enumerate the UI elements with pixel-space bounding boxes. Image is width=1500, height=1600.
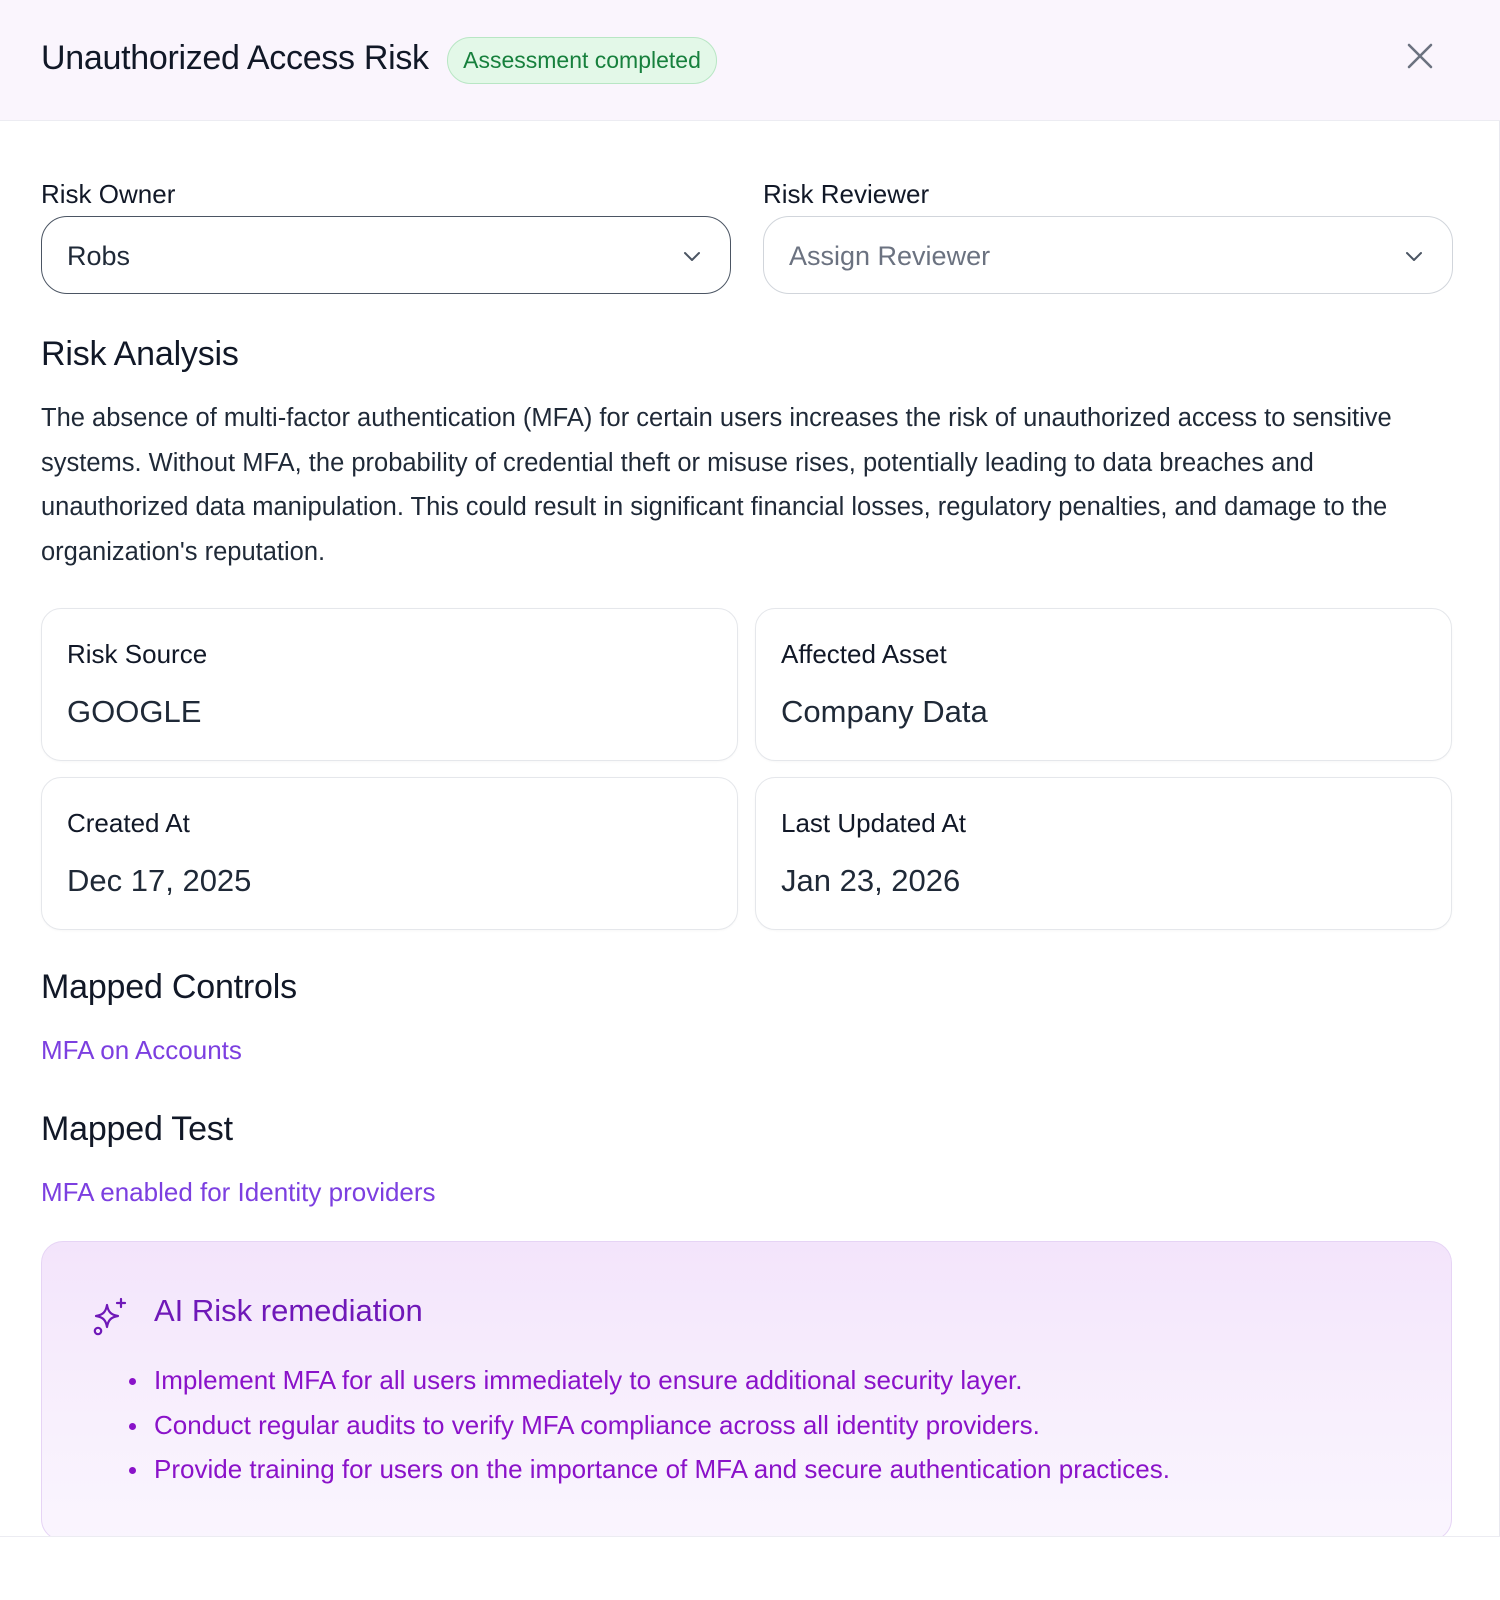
affected-asset-label: Affected Asset bbox=[781, 639, 947, 669]
sparkles-icon bbox=[90, 1297, 130, 1337]
close-icon bbox=[1406, 42, 1434, 70]
affected-asset-value: Company Data bbox=[781, 694, 988, 729]
list-item: Implement MFA for all users immediately to ensure additional security layer. bbox=[127, 1358, 1170, 1403]
risk-source-card bbox=[41, 608, 738, 761]
status-badge: Assessment completed bbox=[447, 37, 717, 84]
mapped-controls-heading: Mapped Controls bbox=[41, 968, 297, 1006]
risk-analysis-text: The absence of multi-factor authentication (MFA) for certain users increases the risk of unauthorized access to sensitive systems. Without MFA, the probability of credential theft or misuse rises, potentially leading to data breaches and unauthorized data manipulation. This could result in significant financial losses, regulatory penalties, and damage to the organization's reputation. bbox=[41, 404, 1392, 567]
risk-source-value: GOOGLE bbox=[67, 694, 202, 729]
panel-header bbox=[0, 0, 1500, 121]
mapped-test-link[interactable]: MFA enabled for Identity providers bbox=[41, 1177, 436, 1207]
risk-reviewer-placeholder: Assign Reviewer bbox=[789, 241, 991, 271]
chevron-down-icon bbox=[1402, 244, 1426, 268]
chevron-down-icon bbox=[680, 244, 704, 268]
last-updated-label: Last Updated At bbox=[781, 808, 967, 838]
risk-owner-label: Risk Owner bbox=[41, 179, 176, 209]
created-at-value: Dec 17, 2025 bbox=[67, 863, 252, 898]
close-button[interactable] bbox=[1398, 34, 1442, 78]
list-item: Provide training for users on the importance of MFA and secure authentication practices. bbox=[127, 1447, 1170, 1492]
mapped-test-heading: Mapped Test bbox=[41, 1110, 233, 1148]
risk-analysis-heading: Risk Analysis bbox=[41, 335, 239, 373]
mapped-control-link[interactable]: MFA on Accounts bbox=[41, 1035, 242, 1065]
created-at-card bbox=[41, 777, 738, 930]
panel-footer bbox=[0, 1536, 1500, 1600]
ai-remediation-title: AI Risk remediation bbox=[154, 1293, 423, 1328]
page-title: Unauthorized Access Risk bbox=[41, 39, 429, 77]
risk-owner-value: Robs bbox=[67, 241, 131, 271]
ai-remediation-list bbox=[127, 1358, 1170, 1492]
last-updated-card bbox=[755, 777, 1452, 930]
last-updated-value: Jan 23, 2026 bbox=[781, 863, 961, 898]
risk-source-label: Risk Source bbox=[67, 639, 208, 669]
created-at-label: Created At bbox=[67, 808, 190, 838]
risk-reviewer-label: Risk Reviewer bbox=[763, 179, 930, 209]
list-item: Conduct regular audits to verify MFA compliance across all identity providers. bbox=[127, 1403, 1170, 1448]
risk-reviewer-select[interactable] bbox=[763, 216, 1453, 294]
risk-owner-select[interactable] bbox=[41, 216, 731, 294]
affected-asset-card bbox=[755, 608, 1452, 761]
ai-remediation-box bbox=[41, 1241, 1452, 1541]
